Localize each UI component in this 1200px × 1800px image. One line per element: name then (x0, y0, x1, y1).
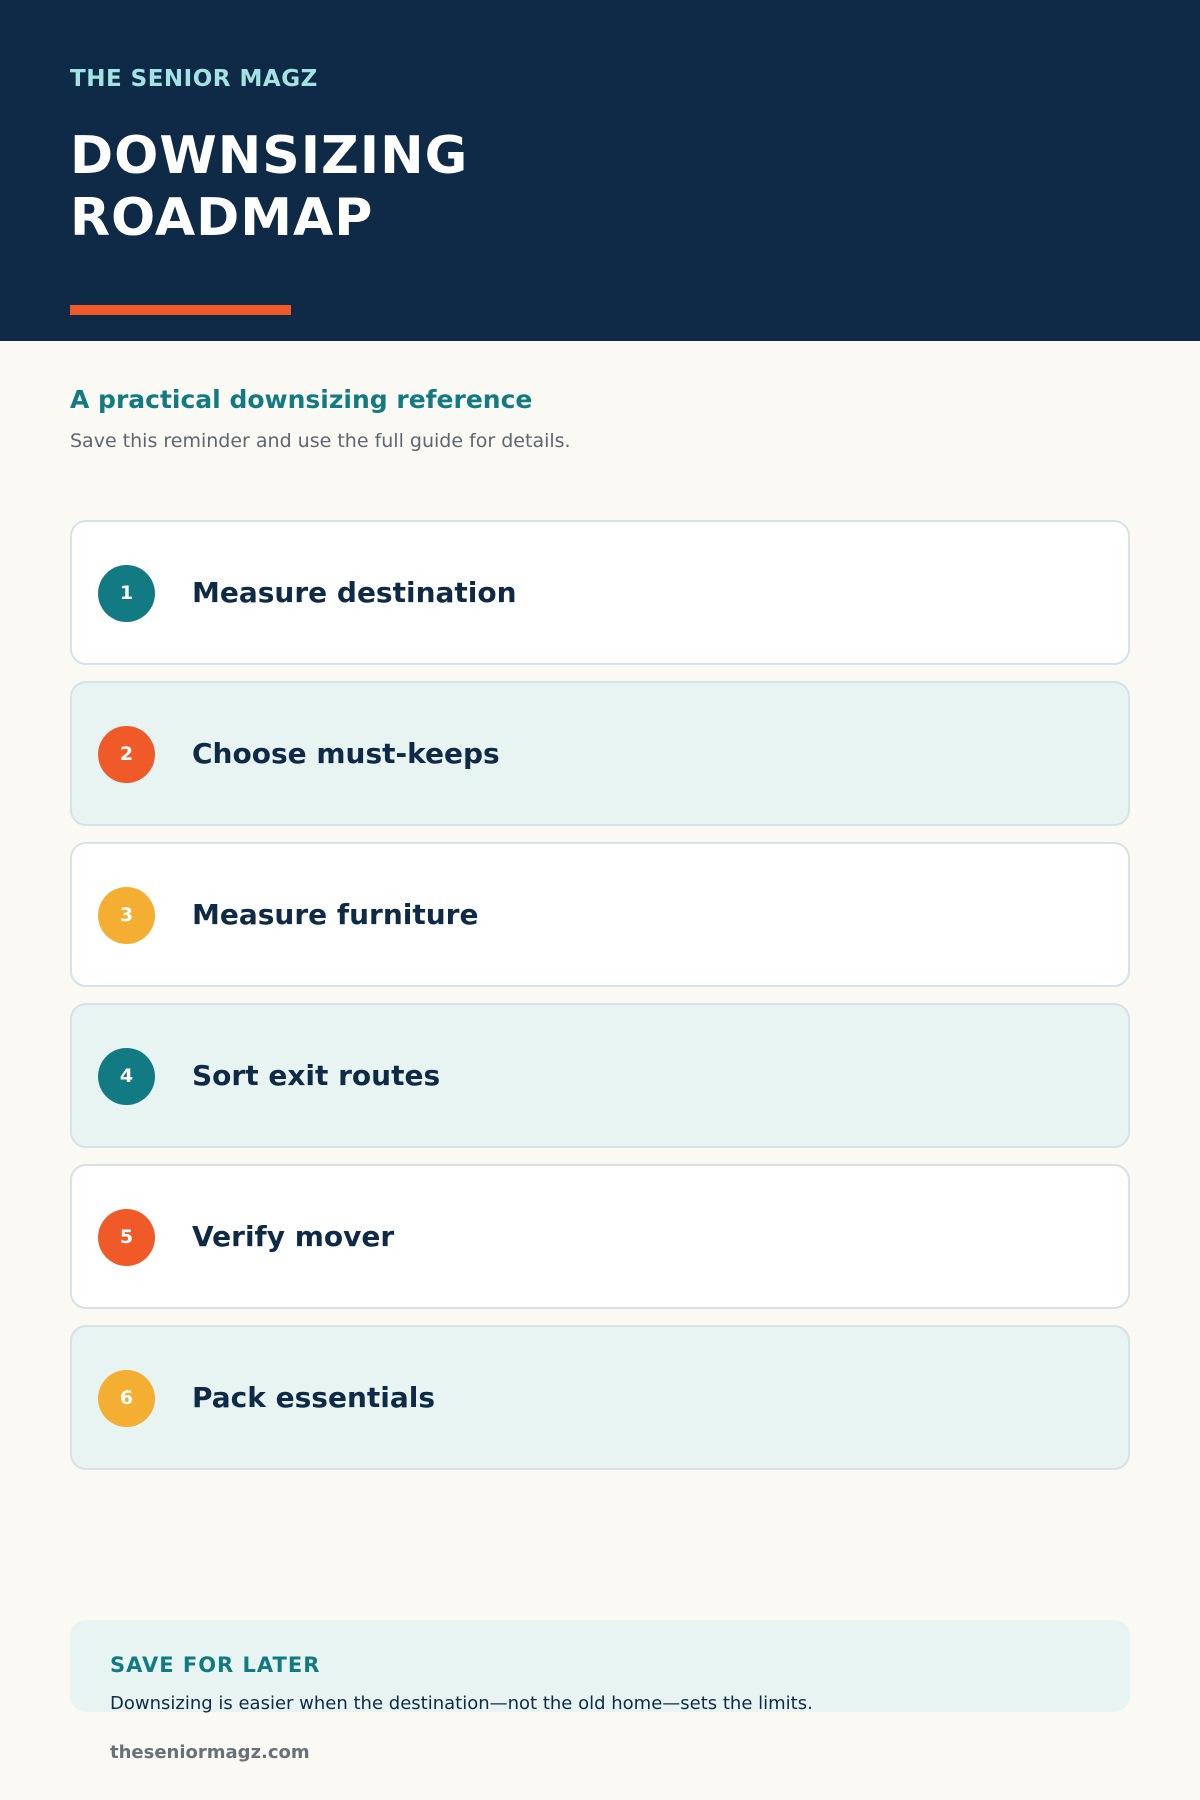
step-card (70, 1325, 1130, 1470)
step-card (70, 842, 1130, 987)
steps-list (70, 520, 1130, 1486)
step-card (70, 520, 1130, 665)
step-label: Verify mover (192, 1220, 395, 1253)
step-number-badge: 3 (98, 887, 155, 944)
step-label: Measure destination (192, 576, 517, 609)
step-label: Choose must-keeps (192, 737, 500, 770)
step-number-badge: 5 (98, 1209, 155, 1266)
step-label: Sort exit routes (192, 1059, 441, 1092)
step-card (70, 681, 1130, 826)
intro-text: Save this reminder and use the full guide for details. (70, 430, 571, 452)
intro-heading: A practical downsizing reference (70, 385, 533, 414)
site-url: theseniormagz.com (110, 1742, 310, 1763)
title-accent-rule (70, 305, 291, 315)
header-banner (0, 0, 1200, 341)
step-number-badge: 6 (98, 1370, 155, 1427)
brand-name: THE SENIOR MAGZ (70, 66, 318, 92)
step-number-badge: 4 (98, 1048, 155, 1105)
save-for-later-text: Downsizing is easier when the destination—not the old home—sets the limits. (110, 1693, 813, 1714)
step-card (70, 1003, 1130, 1148)
step-card (70, 1164, 1130, 1309)
step-label: Measure furniture (192, 898, 479, 931)
step-label: Pack essentials (192, 1381, 436, 1414)
save-for-later-heading: SAVE FOR LATER (110, 1653, 321, 1677)
page-title: DOWNSIZING ROADMAP (70, 126, 469, 248)
step-number-badge: 1 (98, 565, 155, 622)
step-number-badge: 2 (98, 726, 155, 783)
